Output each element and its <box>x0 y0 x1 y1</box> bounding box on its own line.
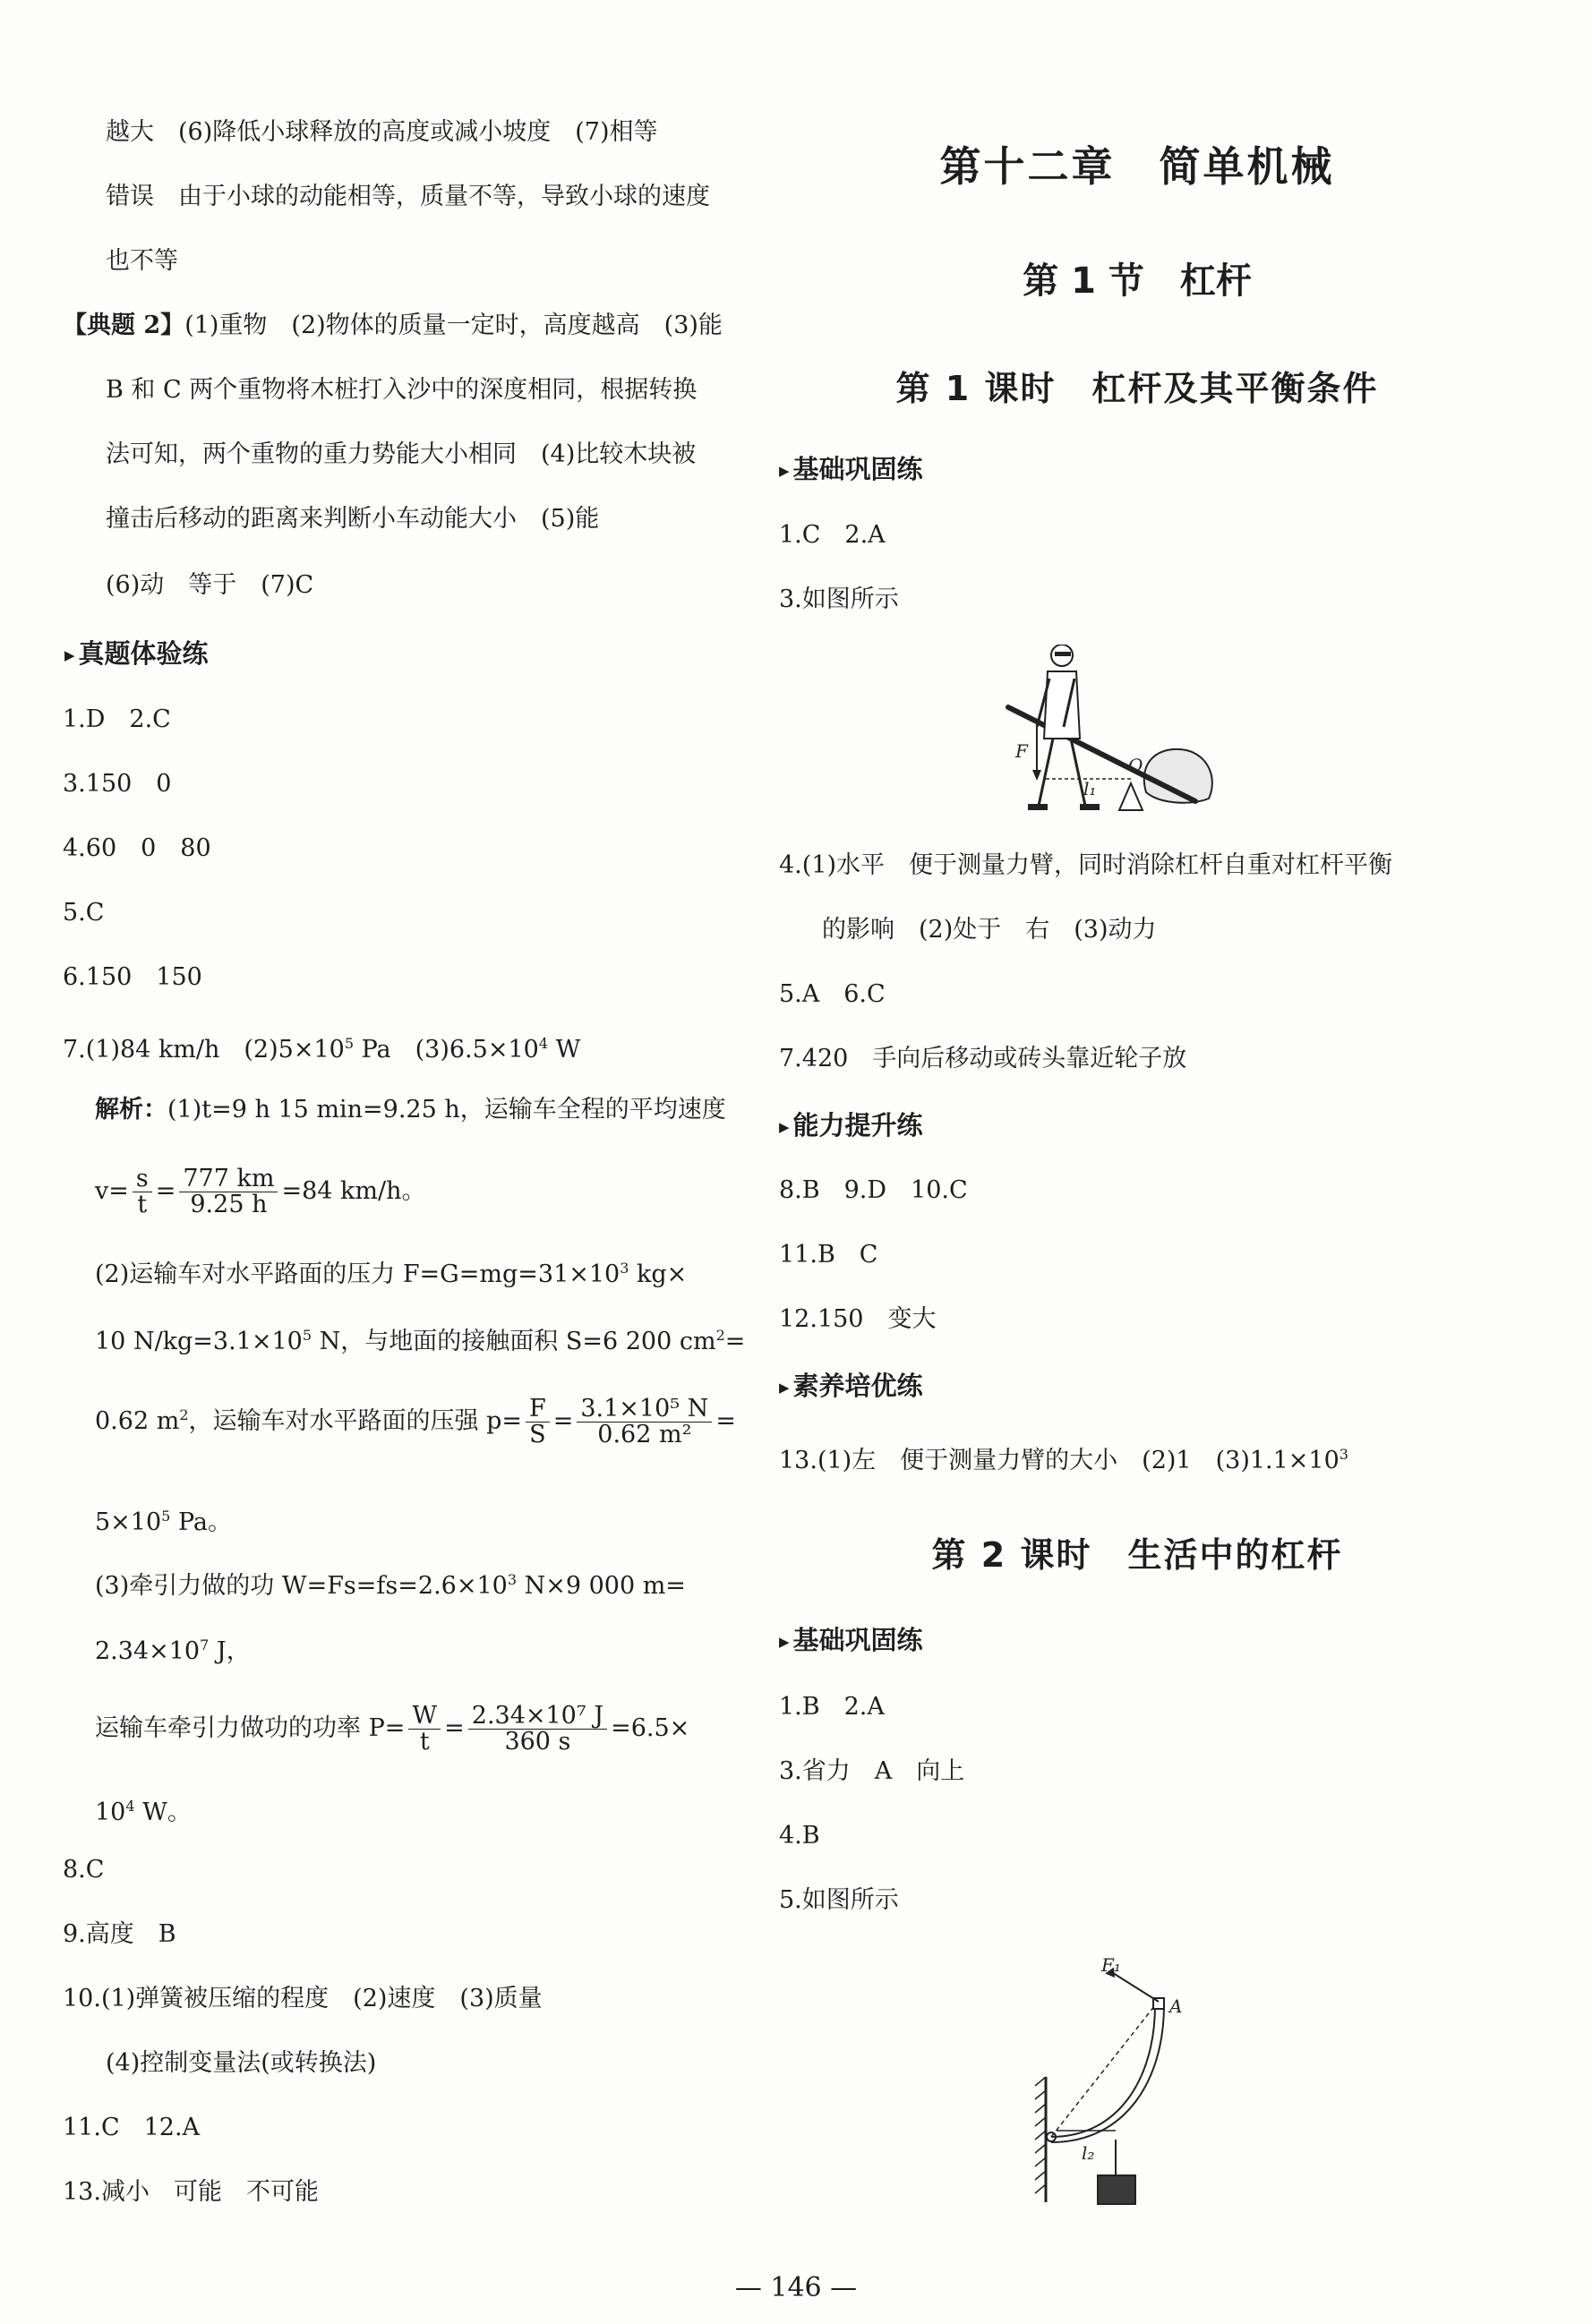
answer-line: 3.省力 A 向上 <box>779 1757 965 1785</box>
answer-line: 3.如图所示 <box>779 585 899 613</box>
weight-block <box>1098 2175 1135 2204</box>
text-span: 运输车牵引力做功的功率 P= <box>95 1714 406 1742</box>
text-span: ，运输车对水平路面的压强 p= <box>188 1407 522 1435</box>
chapter-title: 第十二章 简单机械 <box>939 142 1335 191</box>
denominator: 0.62 m² <box>597 1421 692 1448</box>
numerator: W <box>408 1704 441 1730</box>
answer-line: 5.A 6.C <box>779 980 886 1008</box>
answer-line: 6.150 150 <box>63 963 202 991</box>
lesson-title: 第 2 课时 生活中的杠杆 <box>931 1535 1343 1575</box>
text-span: = <box>715 1407 736 1435</box>
text-span: W <box>548 1036 581 1064</box>
answer-line: 4.60 0 80 <box>63 834 211 862</box>
analysis-line <box>95 1095 726 1125</box>
text-span: W。 <box>134 1799 192 1826</box>
man-leg <box>1039 739 1053 806</box>
man-shoe <box>1080 804 1100 810</box>
exponent: 5 <box>302 1327 312 1344</box>
wall-hatching <box>1035 2077 1046 2193</box>
text-line: B 和 C 两个重物将木桩打入沙中的深度相同，根据转换 <box>106 376 698 404</box>
lever-figure-curved-rod <box>1030 1952 1209 2211</box>
text-line: 越大 (6)降低小球释放的高度或减小坡度 (7)相等 <box>106 118 658 146</box>
answer-line: 11.C 12.A <box>63 2114 201 2141</box>
sunglasses <box>1055 652 1071 656</box>
text-span: = <box>552 1407 574 1435</box>
text-line: 错误 由于小球的动能相等，质量不等，导致小球的速度 <box>106 183 710 210</box>
text-span: = <box>724 1328 746 1355</box>
numerator: s <box>133 1166 152 1192</box>
text-span: 13.(1)左 便于测量力臂的大小 (2)1 (3)1.1×10 <box>779 1447 1340 1474</box>
answer-line-13 <box>779 1440 1348 1476</box>
label-F: F <box>1015 740 1028 762</box>
text-span: (3)牵引力做的功 W=Fs=fs=2.6×10 <box>95 1572 508 1600</box>
denominator: t <box>419 1728 430 1756</box>
answer-line: 8.B 9.D 10.C <box>779 1176 968 1204</box>
exponent: 3 <box>1339 1446 1348 1463</box>
velocity-formula <box>95 1166 425 1218</box>
label-A: A <box>1169 1995 1183 2017</box>
text-line: 撞击后移动的距离来判断小车动能大小 (5)能 <box>106 505 600 533</box>
text-span: 10 N/kg=3.1×10 <box>95 1328 303 1355</box>
text-line: 法可知，两个重物的重力势能大小相同 (4)比较木块被 <box>106 440 697 468</box>
label-O: O <box>1128 755 1143 776</box>
analysis-line <box>95 1501 232 1538</box>
exponent: 4 <box>538 1035 548 1052</box>
answer-line: 1.B 2.A <box>779 1693 885 1721</box>
analysis-line <box>95 1320 745 1357</box>
numerator: F <box>526 1397 550 1423</box>
curved-rod-outer <box>1051 2005 1164 2142</box>
answer-line: (4)控制变量法(或转换法) <box>106 2049 377 2077</box>
analysis-label: 解析： <box>95 1096 167 1124</box>
fraction <box>179 1166 278 1218</box>
exponent: 4 <box>125 1798 135 1815</box>
man-shoe <box>1028 804 1048 810</box>
analysis-line <box>95 1253 687 1290</box>
answer-line: 4.(1)水平 便于测量力臂，同时消除杠杆自重对杠杆平衡 <box>779 851 1393 879</box>
text-span: N，与地面的接触面积 S=6 200 cm <box>312 1328 716 1355</box>
text-span: 2.34×10 <box>95 1637 201 1665</box>
text-span: (1)t=9 h 15 min=9.25 h，运输车全程的平均速度 <box>167 1096 726 1124</box>
exponent: 5 <box>161 1508 171 1525</box>
text-span: 5×10 <box>95 1508 162 1536</box>
text-span: =6.5× <box>611 1714 690 1742</box>
section-heading-nengli: ▶ 能力提升练 <box>779 1110 923 1142</box>
lever-figure-man-pry-rock <box>1003 645 1218 824</box>
text-span: = <box>444 1714 465 1742</box>
answer-line: 5.如图所示 <box>779 1886 899 1914</box>
force-F1 <box>1110 1971 1159 2002</box>
answer-line: 1.D 2.C <box>63 705 171 733</box>
label-F1: F₁ <box>1101 1954 1121 1976</box>
dian-label: 【典题 2】 <box>63 312 185 339</box>
dian-text: (1)重物 (2)物体的质量一定时，高度越高 (3)能 <box>184 312 723 339</box>
section-heading-jichu: ▶ 基础巩固练 <box>779 454 923 486</box>
text-line: (6)动 等于 (7)C <box>106 571 314 599</box>
answer-line: 11.B C <box>779 1241 878 1269</box>
exponent: 2 <box>179 1406 189 1423</box>
text-span: =84 km/h。 <box>281 1177 426 1205</box>
fraction <box>526 1397 550 1448</box>
section-title: 第 1 节 杠杆 <box>1023 261 1252 302</box>
text-line: 也不等 <box>106 247 178 275</box>
exponent: 2 <box>715 1327 725 1344</box>
denominator: S <box>529 1421 546 1448</box>
answer-line: 12.150 变大 <box>779 1305 937 1333</box>
exponent: 7 <box>200 1636 210 1653</box>
answer-line: 4.B <box>779 1822 820 1850</box>
section-heading-suyang: ▶ 素养培优练 <box>779 1371 923 1403</box>
exponent: 3 <box>620 1260 629 1277</box>
fraction <box>408 1704 441 1755</box>
answer-line: 的影响 (2)处于 右 (3)动力 <box>822 916 1157 944</box>
fulcrum <box>1119 783 1143 810</box>
label-l1: l₁ <box>1083 778 1097 799</box>
numerator: 777 km <box>179 1166 278 1192</box>
denominator: t <box>137 1191 148 1218</box>
lever-arm-dashed <box>1051 2005 1155 2137</box>
analysis-line <box>95 1791 192 1828</box>
answer-line: 9.高度 B <box>63 1920 176 1948</box>
answer-line-7 <box>63 1029 580 1065</box>
analysis-line <box>95 1565 686 1602</box>
text-span: N×9 000 m= <box>517 1572 686 1600</box>
text-span: (2)运输车对水平路面的压力 F=G=mg=31×10 <box>95 1260 621 1288</box>
exponent: 3 <box>507 1571 517 1588</box>
text-span: 7.(1)84 km/h (2)5×10 <box>63 1036 345 1064</box>
text-span: J， <box>209 1637 251 1665</box>
page-number: — 146 — <box>734 2272 858 2303</box>
numerator: 3.1×10⁵ N <box>577 1397 712 1423</box>
pressure-formula <box>95 1397 736 1448</box>
fraction <box>577 1397 712 1448</box>
analysis-line <box>95 1630 251 1667</box>
denominator: 360 s <box>504 1728 571 1756</box>
text-span: kg× <box>629 1260 688 1288</box>
exponent: 5 <box>344 1035 354 1052</box>
text-span: = <box>155 1177 176 1205</box>
answer-line: 10.(1)弹簧被压缩的程度 (2)速度 (3)质量 <box>63 1985 543 2012</box>
label-l2: l₂ <box>1082 2142 1095 2164</box>
answer-line: 1.C 2.A <box>779 521 886 549</box>
answer-line: 5.C <box>63 899 105 927</box>
answer-line: 13.减小 可能 不可能 <box>63 2178 319 2206</box>
numerator: 2.34×10⁷ J <box>468 1704 607 1730</box>
answer-line: 3.150 0 <box>63 770 172 798</box>
text-span: Pa。 <box>170 1508 232 1536</box>
text-span: Pa (3)6.5×10 <box>354 1036 539 1064</box>
fraction <box>468 1704 607 1755</box>
fraction <box>133 1166 152 1218</box>
denominator: 9.25 h <box>190 1191 268 1218</box>
text-span: v= <box>95 1177 129 1205</box>
power-formula <box>95 1704 689 1755</box>
lesson-title: 第 1 课时 杠杆及其平衡条件 <box>895 369 1379 408</box>
text-span: 0.62 m <box>95 1407 180 1435</box>
force-arrowhead <box>1032 770 1041 781</box>
section-heading-zhenti: ▶ 真题体验练 <box>64 638 209 671</box>
section-heading-jichu: ▶ 基础巩固练 <box>779 1625 923 1657</box>
dian-ti-2 <box>63 311 723 341</box>
answer-line: 8.C <box>63 1856 105 1884</box>
answer-line: 7.420 手向后移动或砖头靠近轮子放 <box>779 1045 1187 1072</box>
text-span: 10 <box>95 1799 126 1826</box>
